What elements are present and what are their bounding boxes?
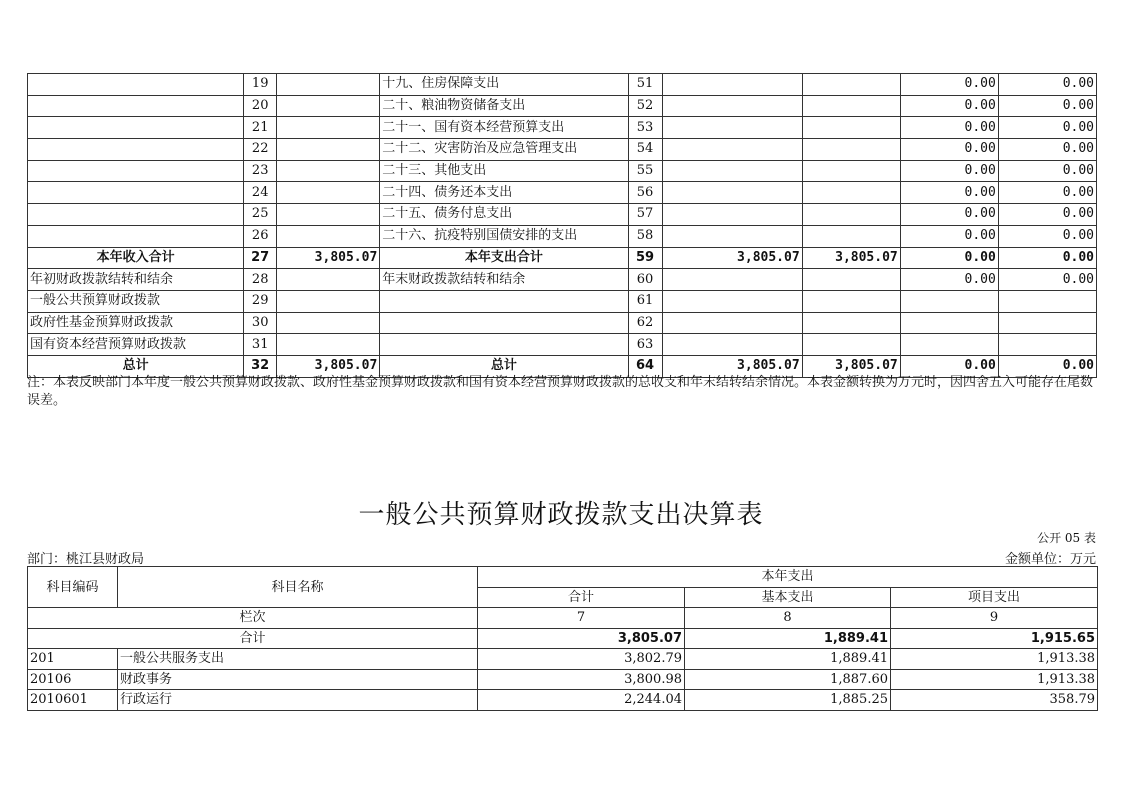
cell-exp-line: 55 — [628, 160, 662, 182]
fiscal-summary-table — [27, 73, 1097, 378]
cell-exp-other: 0.00 — [998, 117, 1096, 139]
cell-code: 201 — [28, 649, 118, 670]
cell-exp-line: 54 — [628, 139, 662, 161]
total-row-basic: 1,889.41 — [685, 628, 891, 649]
cell-exp-other — [998, 334, 1096, 356]
cell-exp-project: 0.00 — [900, 269, 998, 291]
cell-exp-other: 0.00 — [998, 225, 1096, 247]
cell-exp-line: 62 — [628, 312, 662, 334]
header-total: 合计 — [478, 587, 685, 608]
cell-exp-total — [662, 290, 802, 312]
table-row — [28, 204, 1097, 226]
cell-income-line: 29 — [244, 290, 277, 312]
cell-income-line: 23 — [244, 160, 277, 182]
cell-exp-other: 0.00 — [998, 95, 1096, 117]
header-basic: 基本支出 — [685, 587, 891, 608]
cell-income-amount — [277, 95, 380, 117]
header-group: 本年支出 — [478, 567, 1098, 588]
cell-exp-line: 56 — [628, 182, 662, 204]
cell-exp-other: 0.00 — [998, 74, 1096, 96]
column-label: 栏次 — [28, 608, 478, 629]
cell-total: 2,244.04 — [478, 690, 685, 711]
form-number: 公开 05 表 — [1037, 531, 1096, 545]
header-project: 项目支出 — [891, 587, 1098, 608]
cell-income-item: 年初财政拨款结转和结余 — [28, 269, 244, 291]
cell-income-amount — [277, 312, 380, 334]
cell-exp-project: 0.00 — [900, 204, 998, 226]
cell-exp-item: 二十、粮油物资储备支出 — [380, 95, 628, 117]
cell-exp-line: 52 — [628, 95, 662, 117]
table-row — [28, 117, 1097, 139]
cell-exp-item: 二十一、国有资本经营预算支出 — [380, 117, 628, 139]
cell-exp-item — [380, 334, 628, 356]
cell-exp-project: 0.00 — [900, 74, 998, 96]
cell-income-line: 25 — [244, 204, 277, 226]
expenditure-body — [28, 649, 1098, 711]
cell-basic: 1,889.41 — [685, 649, 891, 670]
column-number: 8 — [685, 608, 891, 629]
column-number: 9 — [891, 608, 1098, 629]
cell-exp-item: 二十三、其他支出 — [380, 160, 628, 182]
cell-exp-item — [380, 312, 628, 334]
cell-income-item: 一般公共预算财政拨款 — [28, 290, 244, 312]
cell-exp-total — [662, 95, 802, 117]
cell-exp-total — [662, 74, 802, 96]
cell-income-line: 20 — [244, 95, 277, 117]
cell-income-line: 22 — [244, 139, 277, 161]
table-row — [28, 690, 1098, 711]
cell-exp-line: 51 — [628, 74, 662, 96]
header-code: 科目编码 — [28, 567, 118, 608]
table-row — [28, 139, 1097, 161]
table-row — [28, 247, 1097, 269]
cell-exp-item: 年末财政拨款结转和结余 — [380, 269, 628, 291]
department-label: 部门：桃江县财政局 — [27, 552, 145, 567]
cell-basic: 1,885.25 — [685, 690, 891, 711]
cell-income-amount — [277, 334, 380, 356]
cell-total: 3,802.79 — [478, 649, 685, 670]
cell-exp-line: 63 — [628, 334, 662, 356]
cell-exp-item: 二十六、抗疫特别国债安排的支出 — [380, 225, 628, 247]
cell-income-amount — [277, 269, 380, 291]
cell-exp-total — [662, 269, 802, 291]
header-name: 科目名称 — [118, 567, 478, 608]
cell-exp-other — [998, 290, 1096, 312]
cell-exp-basic — [802, 117, 900, 139]
cell-exp-line: 59 — [628, 247, 662, 269]
cell-exp-item: 二十五、债务付息支出 — [380, 204, 628, 226]
cell-code: 2010601 — [28, 690, 118, 711]
table-row — [28, 74, 1097, 96]
cell-exp-basic — [802, 334, 900, 356]
cell-basic: 1,887.60 — [685, 669, 891, 690]
cell-exp-item: 本年支出合计 — [380, 247, 628, 269]
cell-income-amount — [277, 290, 380, 312]
cell-income-line: 28 — [244, 269, 277, 291]
cell-exp-basic — [802, 95, 900, 117]
cell-name: 财政事务 — [118, 669, 478, 690]
cell-exp-project: 0.00 — [900, 139, 998, 161]
cell-exp-basic: 3,805.07 — [802, 247, 900, 269]
cell-exp-project: 0.00 — [900, 355, 998, 377]
cell-exp-project — [900, 290, 998, 312]
cell-exp-line: 60 — [628, 269, 662, 291]
cell-exp-basic — [802, 225, 900, 247]
cell-exp-total — [662, 204, 802, 226]
cell-income-amount — [277, 204, 380, 226]
cell-income-line: 30 — [244, 312, 277, 334]
table-note: 注：本表反映部门本年度一般公共预算财政拨款、政府性基金预算财政拨款和国有资本经营预算财政拨款的总收支和年末结转结余情况。本表金额转换为万元时，因四舍五入可能存在尾数误差。 — [27, 375, 1094, 408]
table-row — [28, 312, 1097, 334]
cell-income-item — [28, 74, 244, 96]
cell-exp-project — [900, 312, 998, 334]
cell-exp-other: 0.00 — [998, 160, 1096, 182]
cell-exp-total — [662, 225, 802, 247]
cell-income-amount — [277, 117, 380, 139]
cell-exp-other: 0.00 — [998, 139, 1096, 161]
cell-exp-basic — [802, 74, 900, 96]
cell-income-item: 本年收入合计 — [28, 247, 244, 269]
total-row-label: 合计 — [28, 628, 478, 649]
cell-exp-line: 58 — [628, 225, 662, 247]
cell-exp-other: 0.00 — [998, 204, 1096, 226]
total-row-total: 3,805.07 — [478, 628, 685, 649]
cell-name: 一般公共服务支出 — [118, 649, 478, 670]
cell-income-amount — [277, 182, 380, 204]
cell-income-item: 总计 — [28, 355, 244, 377]
cell-exp-basic — [802, 204, 900, 226]
cell-exp-other — [998, 312, 1096, 334]
cell-exp-other: 0.00 — [998, 182, 1096, 204]
cell-exp-other: 0.00 — [998, 269, 1096, 291]
cell-income-item — [28, 225, 244, 247]
cell-exp-line: 53 — [628, 117, 662, 139]
cell-code: 20106 — [28, 669, 118, 690]
cell-income-amount: 3,805.07 — [277, 247, 380, 269]
cell-exp-total — [662, 334, 802, 356]
cell-income-item: 政府性基金预算财政拨款 — [28, 312, 244, 334]
table-row — [28, 290, 1097, 312]
cell-exp-total: 3,805.07 — [662, 247, 802, 269]
cell-exp-project — [900, 334, 998, 356]
cell-exp-item — [380, 290, 628, 312]
cell-exp-project: 0.00 — [900, 160, 998, 182]
cell-exp-line: 61 — [628, 290, 662, 312]
table-row — [28, 334, 1097, 356]
table-row — [28, 649, 1098, 670]
cell-exp-project: 0.00 — [900, 95, 998, 117]
cell-exp-basic — [802, 160, 900, 182]
cell-exp-project: 0.00 — [900, 117, 998, 139]
cell-exp-basic — [802, 139, 900, 161]
cell-income-line: 27 — [244, 247, 277, 269]
column-number: 7 — [478, 608, 685, 629]
expenditure-table — [27, 566, 1098, 711]
cell-exp-total — [662, 312, 802, 334]
cell-project: 1,913.38 — [891, 669, 1098, 690]
cell-exp-line: 64 — [628, 355, 662, 377]
cell-exp-basic — [802, 269, 900, 291]
total-row-project: 1,915.65 — [891, 628, 1098, 649]
cell-exp-item: 二十二、灾害防治及应急管理支出 — [380, 139, 628, 161]
amount-unit-label: 金额单位：万元 — [1004, 552, 1096, 567]
cell-income-line: 19 — [244, 74, 277, 96]
cell-income-amount — [277, 74, 380, 96]
cell-income-item — [28, 117, 244, 139]
cell-income-item — [28, 160, 244, 182]
cell-exp-basic: 3,805.07 — [802, 355, 900, 377]
cell-income-amount: 3,805.07 — [277, 355, 380, 377]
cell-exp-basic — [802, 312, 900, 334]
table-row — [28, 95, 1097, 117]
cell-exp-basic — [802, 290, 900, 312]
cell-income-line: 24 — [244, 182, 277, 204]
cell-income-amount — [277, 160, 380, 182]
table-row — [28, 269, 1097, 291]
cell-exp-project: 0.00 — [900, 247, 998, 269]
table-row — [28, 182, 1097, 204]
cell-exp-total — [662, 160, 802, 182]
table-row — [28, 160, 1097, 182]
cell-exp-item: 二十四、债务还本支出 — [380, 182, 628, 204]
cell-exp-total — [662, 139, 802, 161]
cell-exp-total: 3,805.07 — [662, 355, 802, 377]
table-row — [28, 225, 1097, 247]
cell-income-item — [28, 95, 244, 117]
cell-name: 行政运行 — [118, 690, 478, 711]
cell-income-line: 32 — [244, 355, 277, 377]
cell-income-item: 国有资本经营预算财政拨款 — [28, 334, 244, 356]
cell-income-item — [28, 204, 244, 226]
cell-exp-basic — [802, 182, 900, 204]
cell-income-line: 31 — [244, 334, 277, 356]
cell-exp-item: 十九、住房保障支出 — [380, 74, 628, 96]
cell-income-amount — [277, 225, 380, 247]
cell-exp-total — [662, 182, 802, 204]
cell-exp-other: 0.00 — [998, 247, 1096, 269]
cell-income-item — [28, 139, 244, 161]
cell-exp-other: 0.00 — [998, 355, 1096, 377]
cell-income-amount — [277, 139, 380, 161]
cell-exp-project: 0.00 — [900, 182, 998, 204]
page-title: 一般公共预算财政拨款支出决算表 — [358, 500, 764, 530]
cell-income-item — [28, 182, 244, 204]
cell-exp-project: 0.00 — [900, 225, 998, 247]
cell-exp-item: 总计 — [380, 355, 628, 377]
fiscal-summary-body — [28, 74, 1097, 378]
cell-exp-total — [662, 117, 802, 139]
cell-exp-line: 57 — [628, 204, 662, 226]
cell-project: 1,913.38 — [891, 649, 1098, 670]
cell-project: 358.79 — [891, 690, 1098, 711]
cell-income-line: 21 — [244, 117, 277, 139]
cell-total: 3,800.98 — [478, 669, 685, 690]
table-row — [28, 669, 1098, 690]
cell-income-line: 26 — [244, 225, 277, 247]
